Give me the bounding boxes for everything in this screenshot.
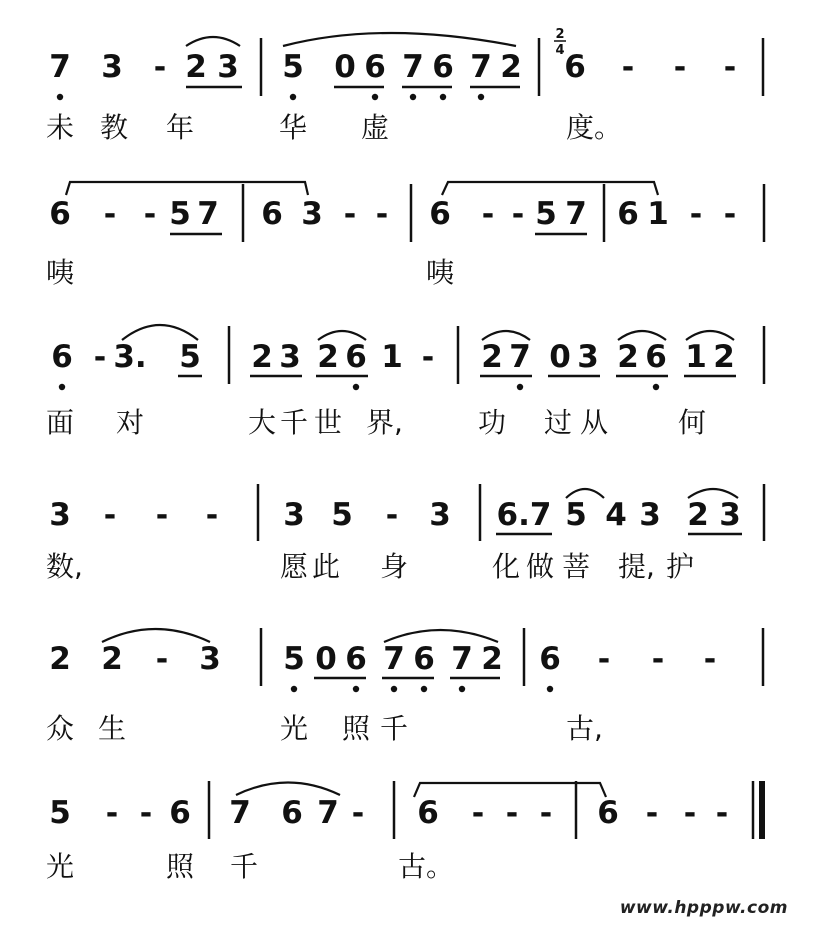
octave-dot-below <box>353 686 359 692</box>
note: 0 <box>334 49 356 85</box>
lyric: 照 <box>166 850 195 883</box>
lyric: 光 <box>46 850 75 883</box>
dash-mark: - <box>103 498 117 533</box>
octave-dot-below <box>517 384 523 390</box>
note: 0 <box>549 339 571 375</box>
note: 7 <box>470 49 492 85</box>
time-signature-top: 2 <box>555 27 565 42</box>
note: 5 <box>331 497 353 533</box>
note: 1 <box>685 339 707 375</box>
note: 5 <box>565 497 587 533</box>
slur <box>122 325 198 340</box>
lyric: 度。 <box>566 111 623 144</box>
lyric: 身 <box>380 550 409 583</box>
note: 6 <box>413 641 435 677</box>
dash-mark: - <box>673 50 687 85</box>
note: 6 <box>432 49 454 85</box>
lyric: 护 <box>666 550 695 583</box>
lyric: 此 <box>312 550 341 583</box>
note: 2 <box>481 339 503 375</box>
dash-mark: - <box>723 197 737 232</box>
lyric: 古。 <box>398 850 455 883</box>
note: 3 <box>429 497 451 533</box>
dash-mark: - <box>511 197 525 232</box>
note: 3 <box>279 339 301 375</box>
note: 3 <box>101 49 123 85</box>
octave-dot-below <box>459 686 465 692</box>
notes-layer <box>46 27 741 883</box>
watermark: www.hpppw.com <box>619 898 788 918</box>
note: 6 <box>417 795 439 831</box>
lyric: 照 <box>342 712 371 745</box>
octave-dot-below <box>410 94 416 100</box>
note: 6 <box>645 339 667 375</box>
dash-mark: - <box>723 50 737 85</box>
dash-mark: - <box>343 197 357 232</box>
note: 2 <box>713 339 735 375</box>
note: 4 <box>605 497 627 533</box>
dash-mark: - <box>139 796 153 831</box>
lyric: 年 <box>166 111 195 144</box>
note: 1 <box>381 339 403 375</box>
lyric: 光 <box>280 712 309 745</box>
dash-mark: - <box>205 498 219 533</box>
octave-dot-below <box>59 384 65 390</box>
note: 3 <box>217 49 239 85</box>
dash-mark: - <box>143 197 157 232</box>
note: 6 <box>564 49 586 85</box>
lyric: 千 <box>380 712 409 745</box>
note: 7 <box>509 339 531 375</box>
lyric: 愿 <box>280 550 309 583</box>
note: 7 <box>451 641 473 677</box>
note: 5 <box>282 49 304 85</box>
octave-dot-below <box>391 686 397 692</box>
note: 6 <box>597 795 619 831</box>
time-signature-bottom: 4 <box>555 43 565 58</box>
octave-dot-below <box>440 94 446 100</box>
dash-mark: - <box>103 197 117 232</box>
dash-mark: - <box>539 796 553 831</box>
lyric: 咦 <box>426 256 455 289</box>
note: 2 <box>185 49 207 85</box>
lyric: 千 <box>280 406 309 439</box>
note: 3 <box>719 497 741 533</box>
lyric: 千 <box>230 850 259 883</box>
note: 3. <box>113 339 147 375</box>
dash-mark: - <box>351 796 365 831</box>
lyric: 古, <box>566 712 603 745</box>
octave-dot-below <box>353 384 359 390</box>
note: 3 <box>49 497 71 533</box>
note: 3 <box>301 196 323 232</box>
lyric: 生 <box>98 712 127 745</box>
note: 3 <box>199 641 221 677</box>
slur <box>442 182 658 195</box>
dash-mark: - <box>375 197 389 232</box>
lyric: 化 <box>492 550 521 583</box>
lyric: 提, <box>618 550 655 583</box>
note: 7 <box>229 795 251 831</box>
lyric: 众 <box>46 712 75 745</box>
lyric: 过 <box>544 406 573 439</box>
lyric: 做 <box>526 550 555 583</box>
dash-mark: - <box>155 498 169 533</box>
dash-mark: - <box>683 796 697 831</box>
lyric: 菩 <box>562 550 591 583</box>
dash-mark: - <box>153 50 167 85</box>
note: 0 <box>315 641 337 677</box>
lyric: 咦 <box>46 256 75 289</box>
lyric: 未 <box>46 111 75 144</box>
lyric: 对 <box>116 406 145 439</box>
octave-dot-below <box>547 686 553 692</box>
lyric: 华 <box>279 111 308 144</box>
note: 2 <box>687 497 709 533</box>
note: 7 <box>383 641 405 677</box>
slur <box>283 33 516 46</box>
lyric: 面 <box>46 406 75 439</box>
dash-mark: - <box>621 50 635 85</box>
note: 5 <box>179 339 201 375</box>
slur <box>66 182 308 195</box>
slur <box>236 783 340 796</box>
octave-dot-below <box>372 94 378 100</box>
note: 5 <box>49 795 71 831</box>
octave-dot-below <box>57 94 63 100</box>
lyric: 教 <box>100 111 129 144</box>
dash-mark: - <box>597 642 611 677</box>
slur <box>186 37 240 46</box>
note: 6 <box>169 795 191 831</box>
note: 2 <box>317 339 339 375</box>
octave-dot-below <box>291 686 297 692</box>
dash-mark: - <box>715 796 729 831</box>
dash-mark: - <box>645 796 659 831</box>
octave-dot-below <box>478 94 484 100</box>
note: 7 <box>49 49 71 85</box>
note: 2 <box>617 339 639 375</box>
lyric: 虚 <box>361 111 390 144</box>
dash-mark: - <box>385 498 399 533</box>
note: 2 <box>251 339 273 375</box>
note: 6 <box>345 641 367 677</box>
octave-dot-below <box>653 384 659 390</box>
note: 6 <box>261 196 283 232</box>
lyric: 数, <box>46 550 83 583</box>
note: 6 <box>364 49 386 85</box>
note: 7 <box>565 196 587 232</box>
note: 7 <box>197 196 219 232</box>
note: 5 <box>283 641 305 677</box>
note: 2 <box>101 641 123 677</box>
marks-layer <box>66 33 764 839</box>
note: 6 <box>429 196 451 232</box>
note: 7 <box>402 49 424 85</box>
lyric: 大 <box>248 406 277 439</box>
dash-mark: - <box>689 197 703 232</box>
note: 5 <box>535 196 557 232</box>
octave-dot-below <box>290 94 296 100</box>
dash-mark: - <box>421 340 435 375</box>
note: 6 <box>281 795 303 831</box>
dash-mark: - <box>105 796 119 831</box>
note: 6 <box>51 339 73 375</box>
dash-mark: - <box>481 197 495 232</box>
note: 1 <box>647 196 669 232</box>
lyric: 功 <box>478 406 507 439</box>
note: 2 <box>500 49 522 85</box>
lyric: 何 <box>678 406 707 439</box>
note: 6 <box>49 196 71 232</box>
note: 5 <box>169 196 191 232</box>
lyric: 世 <box>314 406 343 439</box>
note: 2 <box>481 641 503 677</box>
lyric: 界, <box>366 406 403 439</box>
dash-mark: - <box>703 642 717 677</box>
octave-dot-below <box>421 686 427 692</box>
note: 3 <box>577 339 599 375</box>
dash-mark: - <box>471 796 485 831</box>
dash-mark: - <box>93 340 107 375</box>
dash-mark: - <box>155 642 169 677</box>
note: 6 <box>345 339 367 375</box>
note: 2 <box>49 641 71 677</box>
note: 3 <box>639 497 661 533</box>
note: 6 <box>539 641 561 677</box>
note: 6 <box>617 196 639 232</box>
note: 3 <box>283 497 305 533</box>
dash-mark: - <box>505 796 519 831</box>
dash-mark: - <box>651 642 665 677</box>
note: 6.7 <box>496 497 552 533</box>
note: 7 <box>317 795 339 831</box>
lyric: 从 <box>580 406 609 439</box>
